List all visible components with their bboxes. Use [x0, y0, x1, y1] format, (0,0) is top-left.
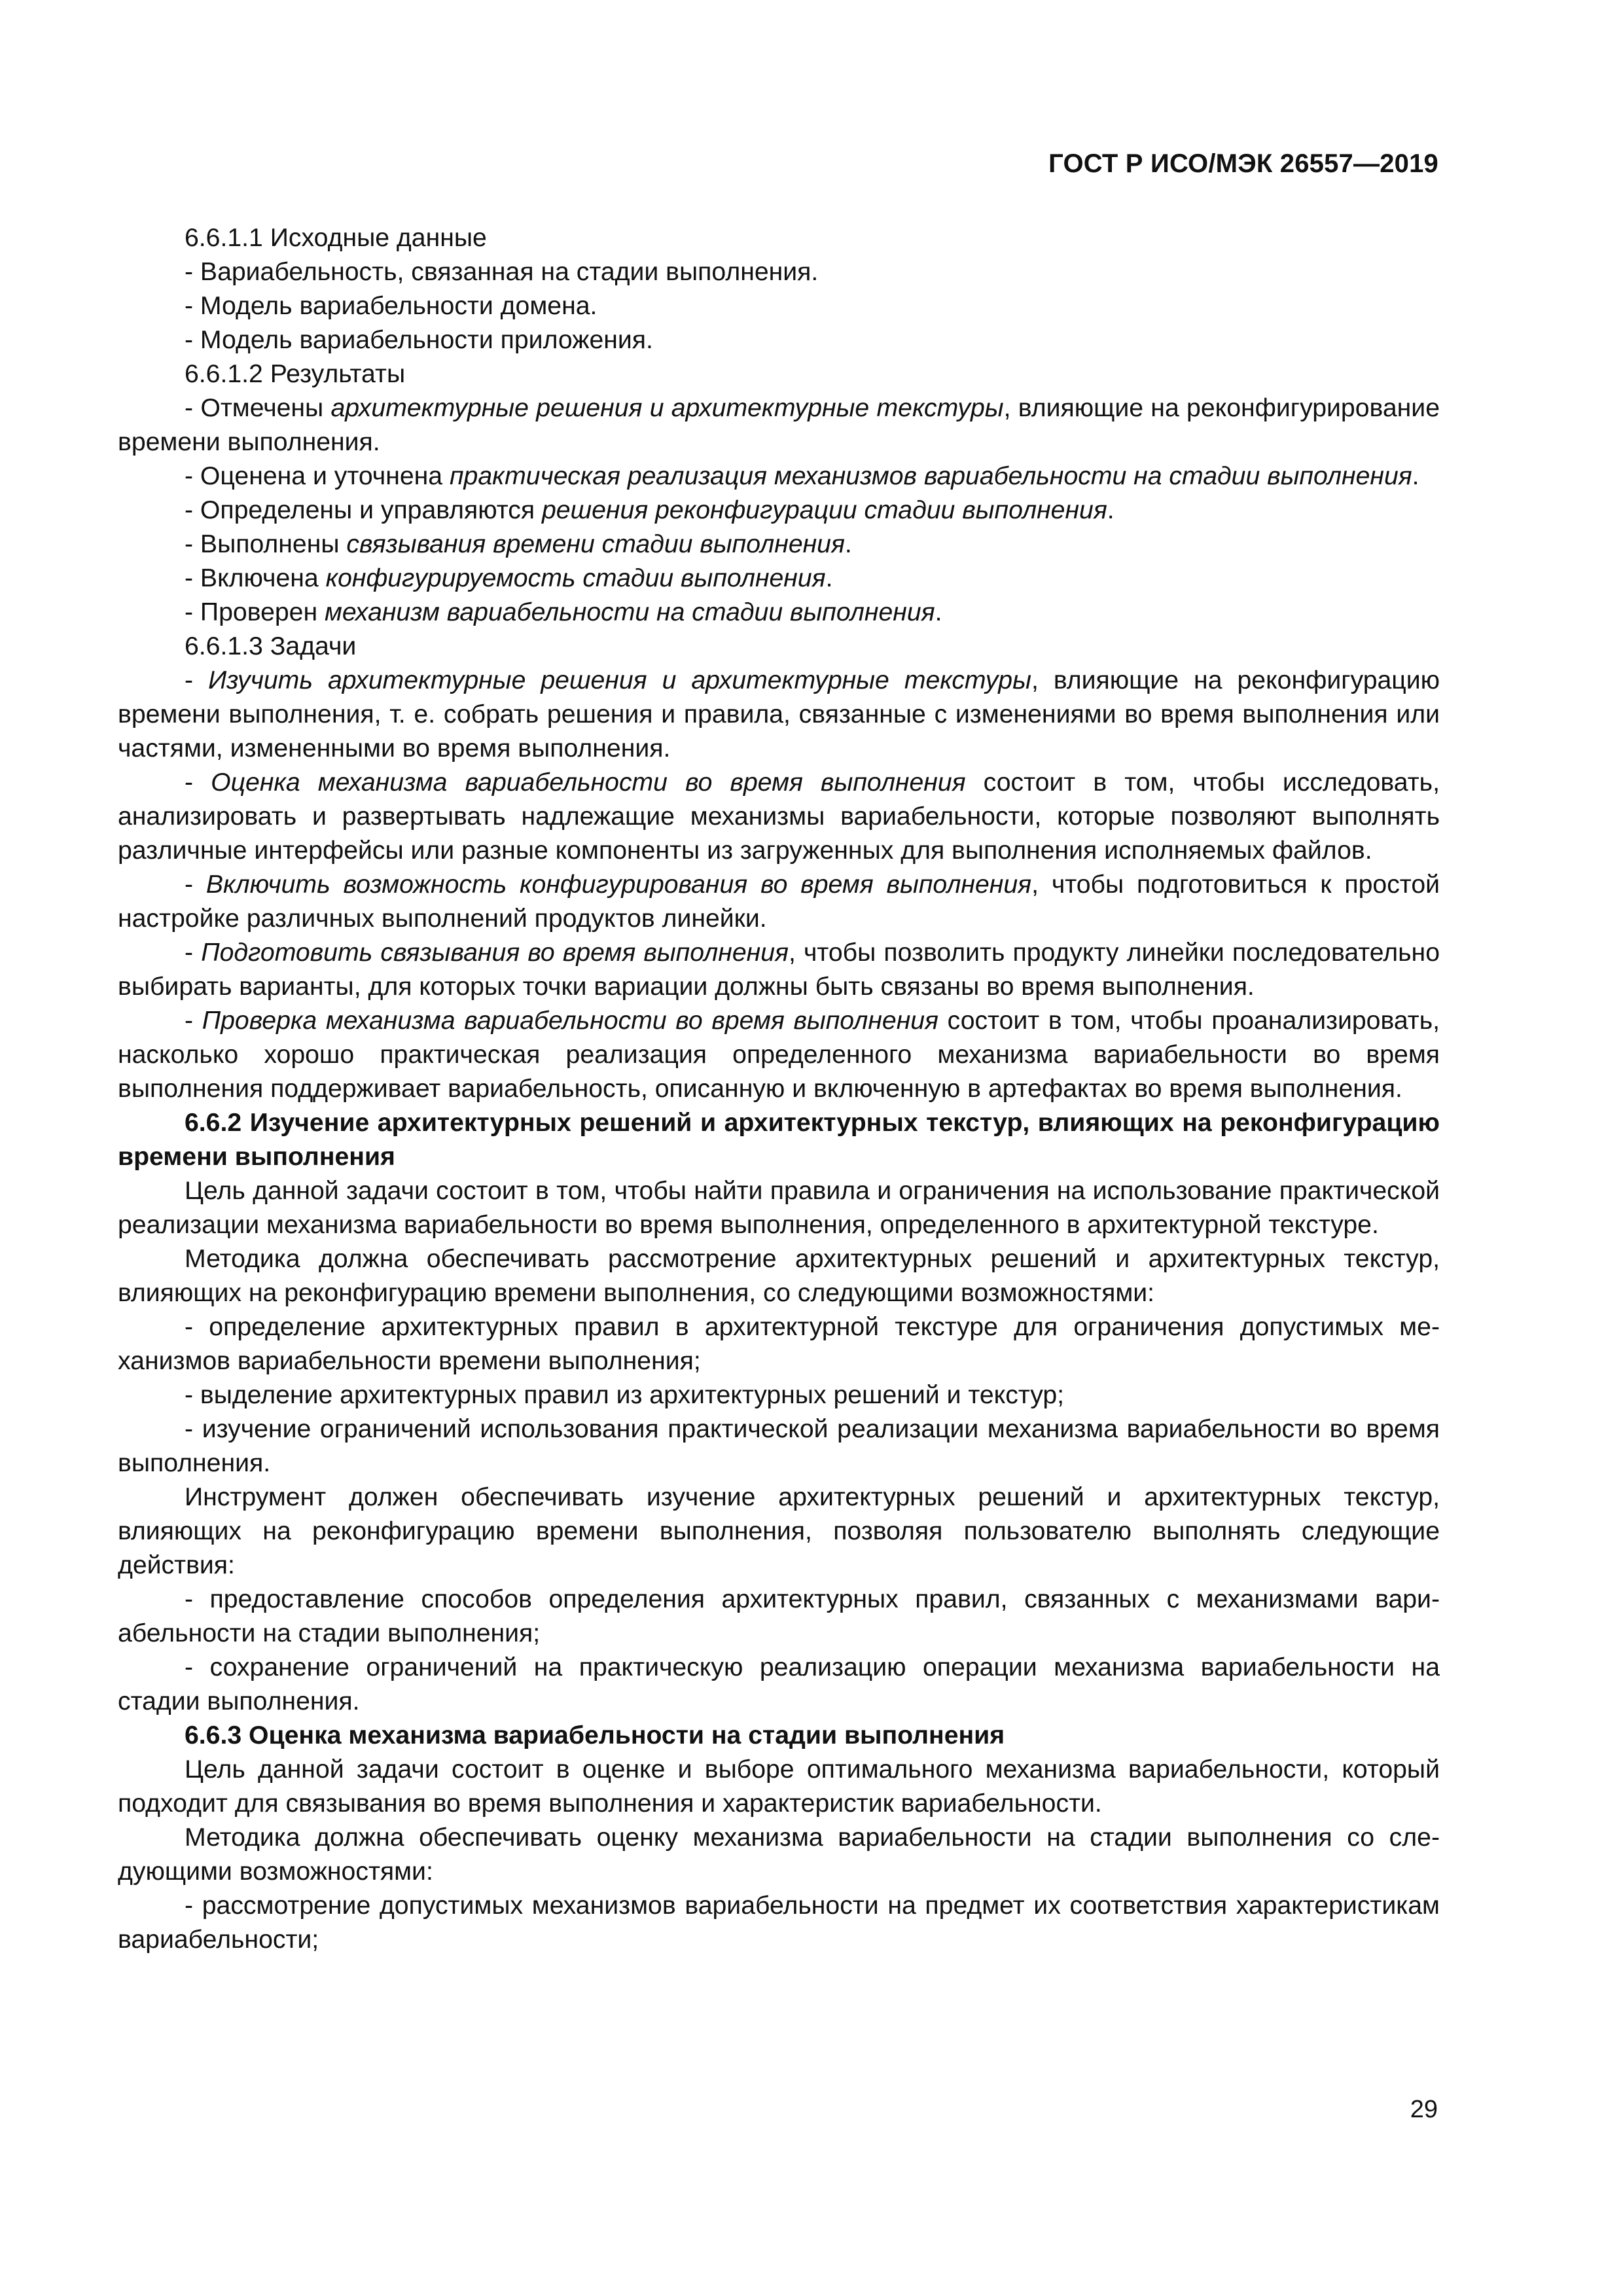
- list-item: - Проверка механизма вариабельности во время выполнения состоит в том, чтобы проанализировать, насколько хорошо практическая реализация определенного механизма вариабельности во время выполнения поддерживает вариабельность, описанную и включенную в артефактах во время выполнения.: [118, 1007, 1440, 1103]
- list-item: - Отмечены архитектурные решения и архитектурные текстуры, влияющие на реконфигурирование времени выполнения.: [118, 394, 1440, 456]
- emphasis: Изучить архитектурные решения и архитектурные текстуры: [208, 666, 1031, 694]
- list-item: - Вариабельность, связанная на стадии выполнения.: [185, 258, 819, 286]
- subsection-heading: 6.6.1.1 Исходные данные: [185, 224, 487, 252]
- emphasis: Проверка механизма вариабельности во время выполнения: [202, 1007, 938, 1035]
- list-item: - Оценка механизма вариабельности во время выполнения состоит в том, чтобы исследовать, анализировать и развертывать надлежащие механизмы вариабельности, которые позволяют выполнять различные интерфейсы или разные компоненты из загруженных для выполнения исполняемых файлов.: [118, 768, 1440, 865]
- page-number: 29: [1410, 2096, 1438, 2123]
- list-item: - предоставление способов определения архитектурных правил, связанных с механизмами вариабельности на стадии выполнения;: [118, 1585, 1440, 1647]
- section-heading: 6.6.3 Оценка механизма вариабельности на стадии выполнения: [185, 1721, 1005, 1749]
- paragraph: Методика должна обеспечивать рассмотрение архитектурных решений и архитектурных текстур, влияющих на реконфигурацию времени выполнения, со следующими возможностями:: [118, 1245, 1440, 1307]
- emphasis: связывания времени стадии выполнения: [346, 530, 845, 558]
- list-item: - Изучить архитектурные решения и архитектурные текстуры, влияющие на реконфигурацию времени выполнения, т. е. собрать решения и правила, связанные с изменениями во время выполнения или частями, измененными во время выполнения.: [118, 666, 1440, 762]
- standard-code-header: ГОСТ Р ИСО/МЭК 26557—2019: [1048, 149, 1438, 178]
- emphasis: решения реконфигурации стадии выполнения: [542, 496, 1107, 524]
- emphasis: механизм вариабельности на стадии выполнения: [324, 598, 935, 626]
- emphasis: Оценка механизма вариабельности во время выполнения: [211, 768, 966, 797]
- list-item: - рассмотрение допустимых механизмов вариабельности на предмет их соответствия характеристикам вариабельности;: [118, 1892, 1440, 1954]
- section-heading: 6.6.2 Изучение архитектурных решений и архитектурных текстур, влияющих на реконфигурацию времени выполнения: [118, 1109, 1440, 1171]
- list-item: - выделение архитектурных правил из архитектурных решений и текстур;: [185, 1381, 1065, 1409]
- list-item: - Проверен механизм вариабельности на стадии выполнения.: [185, 598, 942, 626]
- subsection-heading: 6.6.1.2 Результаты: [185, 360, 406, 388]
- emphasis: практическая реализация механизмов вариабельности на стадии выполнения: [449, 462, 1412, 490]
- list-item: - Выполнены связывания времени стадии выполнения.: [185, 530, 852, 558]
- emphasis: архитектурные решения и архитектурные текстуры: [330, 394, 1004, 422]
- list-item: - Подготовить связывания во время выполнения, чтобы позволить продукту линейки последовательно выбирать варианты, для которых точки вариации должны быть связаны во время выполнения.: [118, 939, 1440, 1001]
- list-item: - Включить возможность конфигурирования во время выполнения, чтобы подготовиться к простой настройке различных выполнений продуктов линейки.: [118, 870, 1440, 933]
- paragraph: Цель данной задачи состоит в оценке и выборе оптимального механизма вариабельности, который подходит для связывания во время выполнения и характеристик вариабельности.: [118, 1755, 1440, 1818]
- list-item: - изучение ограничений использования практической реализации механизма вариабельности во время выполнения.: [118, 1415, 1440, 1477]
- list-item: - Включена конфигурируемость стадии выполнения.: [185, 564, 833, 592]
- paragraph: Методика должна обеспечивать оценку механизма вариабельности на стадии выполнения со следующими возможностями:: [118, 1823, 1440, 1886]
- emphasis: Подготовить связывания во время выполнения: [201, 939, 789, 967]
- paragraph: Цель данной задачи состоит в том, чтобы найти правила и ограничения на использование практической реализации механизма вариабельности во время выполнения, определенного в архитектурной текстуре.: [118, 1177, 1440, 1239]
- list-item: - определение архитектурных правил в архитектурной текстуре для ограничения допустимых механизмов вариабельности времени выполнения;: [118, 1313, 1440, 1375]
- list-item: - сохранение ограничений на практическую реализацию операции механизма вариабельности на стадии выполнения.: [118, 1653, 1440, 1715]
- emphasis: Включить возможность конфигурирования во время выполнения: [205, 870, 1032, 899]
- list-item: - Определены и управляются решения реконфигурации стадии выполнения.: [185, 496, 1115, 524]
- list-item: - Модель вариабельности приложения.: [185, 326, 653, 354]
- paragraph: Инструмент должен обеспечивать изучение архитектурных решений и архитектурных текстур, влияющих на реконфигурацию времени выполнения, позволяя пользователю выполнять следующие действия:: [118, 1483, 1440, 1579]
- list-item: - Модель вариабельности домена.: [185, 292, 597, 320]
- list-item: - Оценена и уточнена практическая реализация механизмов вариабельности на стадии выполнения.: [185, 462, 1419, 490]
- page-body: [118, 221, 1440, 1957]
- emphasis: конфигурируемость стадии выполнения: [325, 564, 826, 592]
- subsection-heading: 6.6.1.3 Задачи: [185, 632, 357, 660]
